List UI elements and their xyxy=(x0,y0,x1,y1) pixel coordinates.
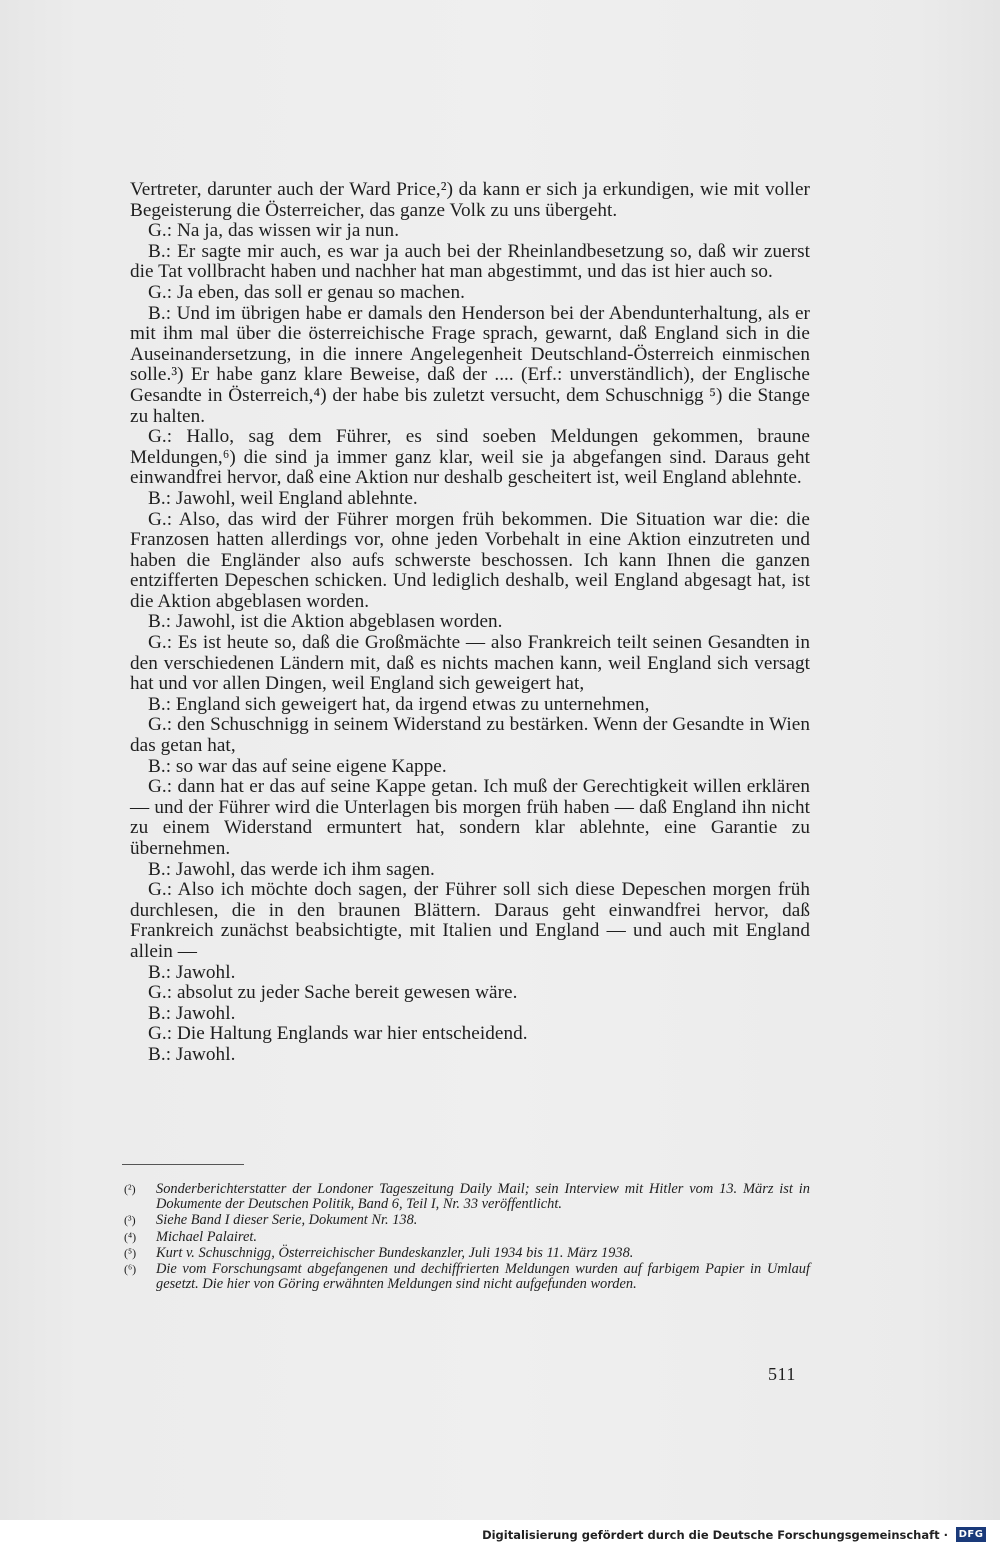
paragraph-17: G.: absolut zu jeder Sache bereit gewesen wäre. xyxy=(148,982,518,1004)
footnotes xyxy=(124,1182,810,1293)
paragraph-9: G.: Es ist heute so, daß die Großmächte — also Frankreich teilt seinen Gesandten in den verschiedenen Ländern mit, daß es nichts machen kann, weil England sich versagt hat und vor allen Dingen, weil England sich geweigert hat, xyxy=(130,632,810,695)
paragraph-12: B.: so war das auf seine eigene Kappe. xyxy=(148,755,447,777)
paragraph-4: B.: Und im übrigen habe er damals den Henderson bei der Abendunterhaltung, als er mit ihm mal über die österreichische Frage sprach, gewarnt, daß England sich in die Auseinandersetzung, in die innere Angelegenheit Deutschland-Österreich einmischen solle.³) Er habe ganz klare Beweise, daß der .... (Erf.: unverständlich), der Englische Gesandte in Österreich,⁴) der habe bis zuletzt versucht, dem Schuschnigg ⁵) die Stange zu halten. xyxy=(130,302,810,427)
footnote-text: Die vom Forschungsamt abgefangenen und dechiffrierten Meldungen wurden auf farbigem Papier in Umlauf gesetzt. Die hier von Göring erwähnten Meldungen sind nicht aufgefunden worden. xyxy=(156,1261,810,1293)
paragraph-19: G.: Die Haltung Englands war hier entscheidend. xyxy=(148,1023,528,1045)
footnote-4 xyxy=(124,1230,810,1245)
footnote-number: (³) xyxy=(124,1213,136,1228)
footnote-text: Michael Palairet. xyxy=(156,1228,257,1245)
paragraph-1: G.: Na ja, das wissen wir ja nun. xyxy=(148,220,400,242)
paragraph-5: G.: Hallo, sag dem Führer, es sind soeben Meldungen gekommen, braune Meldungen,⁶) die sind ja immer ganz klar, weil sie ja abgefangen sind. Daraus geht einwandfrei hervor, daß eine Aktion nur deshalb gescheitert ist, weil England ablehnte. xyxy=(130,426,810,489)
paragraph-20: B.: Jawohl. xyxy=(148,1043,236,1065)
footnote-divider xyxy=(122,1164,244,1165)
dfg-logo-icon: DFG xyxy=(956,1527,986,1542)
paragraph-18: B.: Jawohl. xyxy=(148,1002,236,1024)
paragraph-14: B.: Jawohl, das werde ich ihm sagen. xyxy=(148,858,435,880)
paragraph-7: G.: Also, das wird der Führer morgen früh bekommen. Die Situation war die: die Franzosen hatten allerdings vor, ohne jeden Vorbehalt in eine Aktion einzutreten und haben die Engländer also aufs schwerste beschossen. Ich kann Ihnen die ganzen entzifferten Depeschen schicken. Und lediglich deshalb, weil England abgesagt hat, ist die Aktion abgeblasen worden. xyxy=(130,508,810,612)
paragraph-13: G.: dann hat er das auf seine Kappe getan. Ich muß der Gerechtigkeit willen erklären — und der Führer wird die Unterlagen bis morgen früh haben — daß England ihn nicht zu einem Widerstand ermuntert hat, sondern klar ablehnte, eine Garantie zu übernehmen. xyxy=(130,776,810,859)
footnote-text: Kurt v. Schuschnigg, Österreichischer Bundeskanzler, Juli 1934 bis 11. März 1938. xyxy=(156,1244,634,1261)
paragraph-6: B.: Jawohl, weil England ablehnte. xyxy=(148,487,418,509)
footnote-2 xyxy=(124,1182,810,1212)
footnote-text: Siehe Band I dieser Serie, Dokument Nr. 138. xyxy=(156,1212,418,1229)
footnote-6 xyxy=(124,1262,810,1292)
paragraph-11: G.: den Schuschnigg in seinem Widerstand zu bestärken. Wenn der Gesandte in Wien das getan hat, xyxy=(130,714,810,757)
paragraph-8: B.: Jawohl, ist die Aktion abgeblasen worden. xyxy=(148,611,503,633)
footnote-5 xyxy=(124,1246,810,1261)
body-text xyxy=(130,180,810,1066)
funding-footer xyxy=(0,1520,1000,1554)
paragraph-0: Vertreter, darunter auch der Ward Price,²) da kann er sich ja erkundigen, wie mit voller Begeisterung die Österreicher, das ganze Volk zu uns übergeht. xyxy=(130,179,810,221)
paragraph-16: B.: Jawohl. xyxy=(148,961,236,983)
page-number: 511 xyxy=(768,1364,796,1384)
footnote-number: (⁵) xyxy=(124,1245,137,1260)
footnote-number: (²) xyxy=(124,1182,136,1196)
footnote-number: (⁴) xyxy=(124,1229,137,1244)
funding-note: Digitalisierung gefördert durch die Deutsche Forschungsgemeinschaft · xyxy=(482,1528,948,1542)
footnote-3 xyxy=(124,1213,810,1228)
paragraph-15: G.: Also ich möchte doch sagen, der Führer soll sich diese Depeschen morgen früh durchlesen, die in den braunen Blättern. Daraus geht einwandfrei hervor, daß Frankreich zunächst beabsichtigte, mit Italien und England — und auch mit England allein — xyxy=(130,879,810,962)
paragraph-10: B.: England sich geweigert hat, da irgend etwas zu unternehmen, xyxy=(148,693,650,715)
footnote-number: (⁶) xyxy=(124,1262,137,1277)
paragraph-2: B.: Er sagte mir auch, es war ja auch bei der Rheinlandbesetzung so, daß wir zuerst die Tat vollbracht haben und nachher hat man abgestimmt, und das ist hier auch so. xyxy=(130,240,810,283)
paragraph-3: G.: Ja eben, das soll er genau so machen. xyxy=(148,281,465,303)
footnote-text: Sonderberichterstatter der Londoner Tageszeitung Daily Mail; sein Interview mit Hitler vom 13. März ist in Dokumente der Deutschen Politik, Band 6, Teil I, Nr. 33 veröffentlicht. xyxy=(156,1181,810,1213)
